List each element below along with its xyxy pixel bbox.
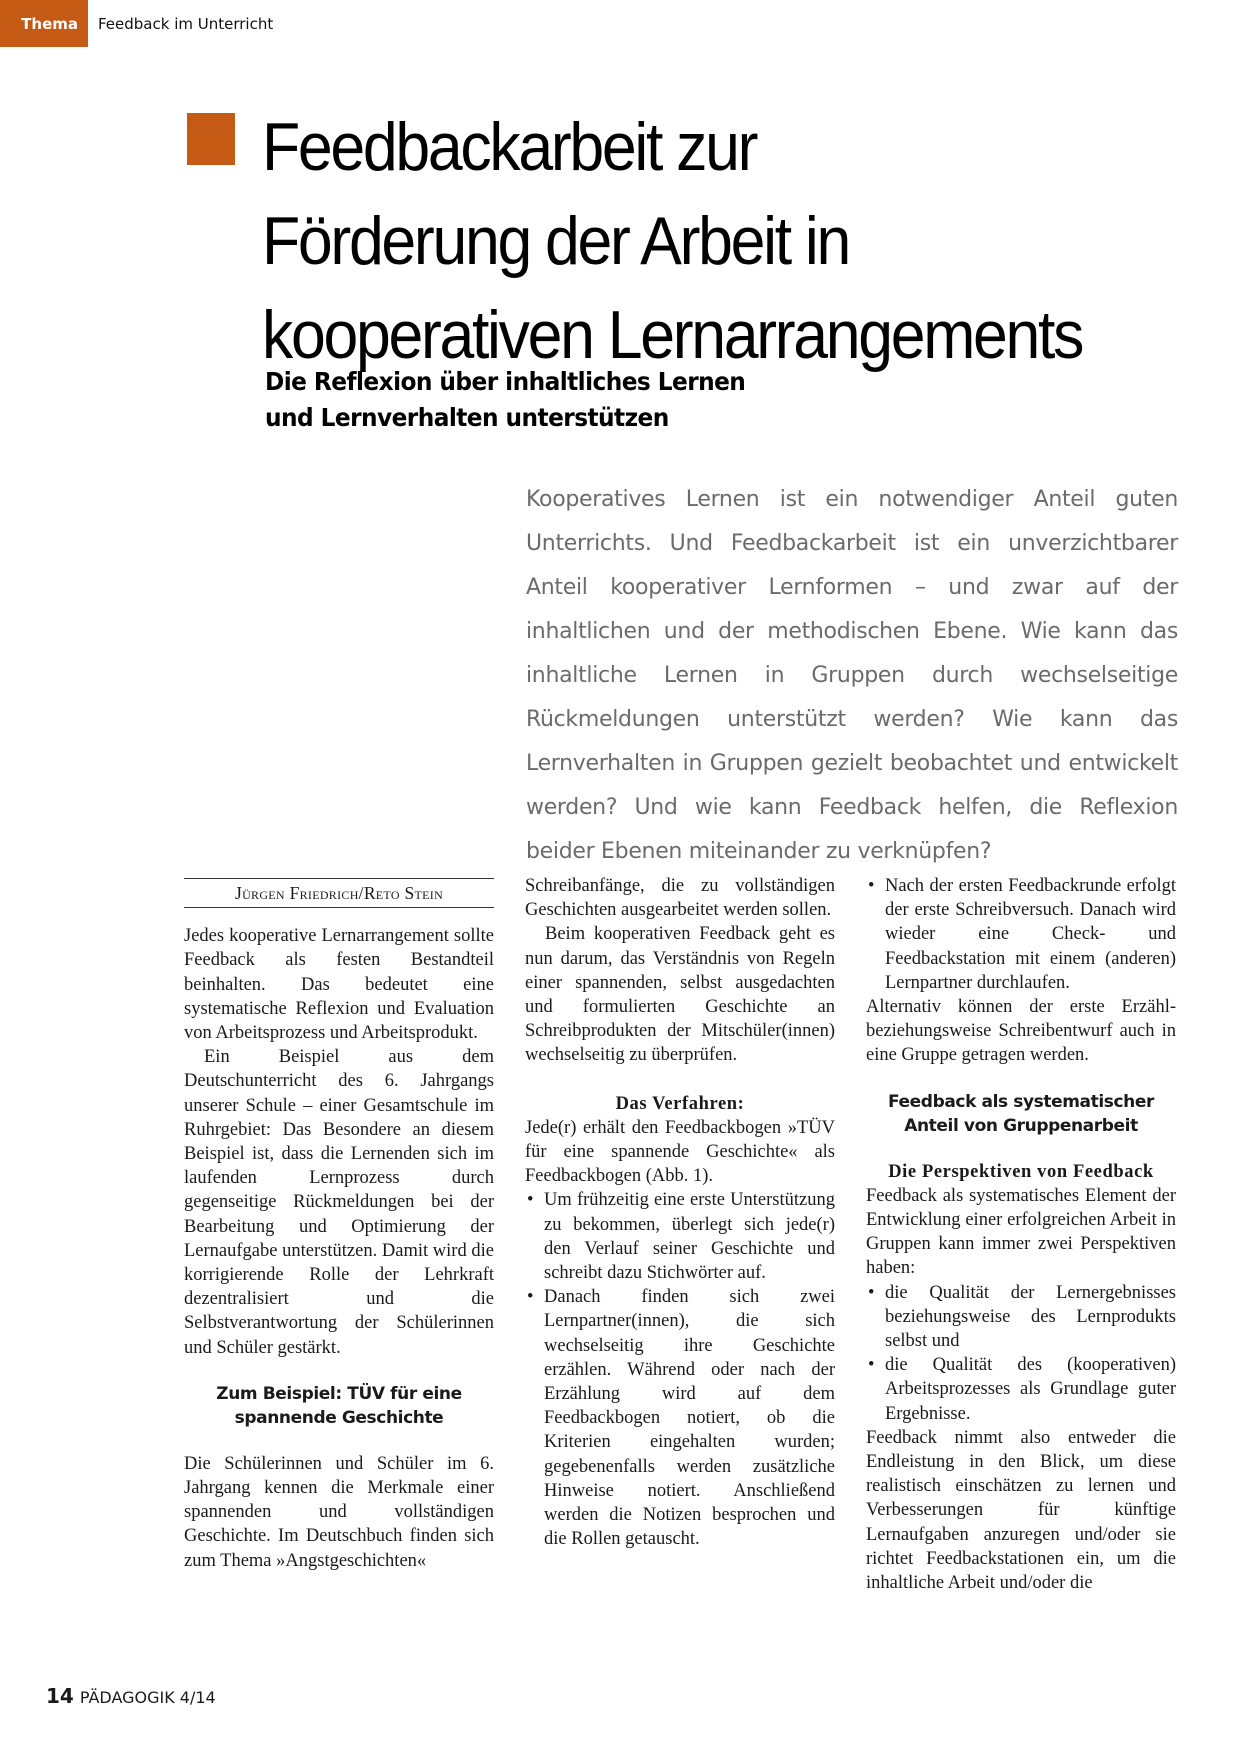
bullet-list — [866, 1281, 1176, 1426]
subsection-heading: Die Perspektiven von Feedback — [888, 1161, 1154, 1182]
paragraph: Schreibanfänge, die zu vollständigen Geschichten ausgearbeitet werden sollen. — [525, 876, 835, 921]
list-item: • die Qualität der Lernergebnisses beziehungsweise des Lernprodukts selbst und — [866, 1281, 1176, 1354]
section-heading: Zum Beispiel: TÜV für eine spannende Geschichte — [216, 1383, 462, 1428]
bullet-list — [866, 874, 1176, 995]
title-line: Förderung der Arbeit in — [262, 203, 849, 279]
paragraph: Ein Beispiel aus dem Deutschunterricht des 6. Jahrgangs unserer Schule – einer Gesamtschule im Ruhrgebiet: Das Besondere an diesem Beispiel ist, dass die Lernenden sich im laufenden Lernprozess durch gegenseitige Rückmeldungen bei der Bearbeitung und Optimierung der Lernaufgabe unterstützen. Damit wird die korrigierende Rolle der Lehrkraft dezentralisiert und die Selbstverantwortung der Schülerinnen und Schüler gestärkt. — [184, 1047, 494, 1358]
section-heading: Das Verfahren: — [615, 1093, 745, 1114]
paragraph: Beim kooperativen Feedback geht es nun darum, das Verständnis von Regeln einer spannenden, selbst ausgedachten und formulierten Geschichte an Schreibprodukten der Mitschüler(innen) wechselseitig zu überprüfen. — [525, 924, 835, 1066]
article-title — [262, 100, 1082, 382]
paragraph: Jedes kooperative Lernarrangement sollte Feedback als festen Bestandteil beinhalten. Das bedeutet eine systematische Reflexion und Evaluation von Arbeitsprozess und Arbeitsprodukt. — [184, 926, 494, 1044]
body-column-2 — [525, 874, 835, 1551]
title-line: Feedbackarbeit zur — [262, 109, 757, 185]
section-label: Feedback im Unterricht — [98, 14, 274, 33]
bullet-list — [525, 1188, 835, 1551]
page-footer — [46, 1684, 216, 1708]
list-item: • Danach finden sich zwei Lernpartner(innen), die sich wechselseitig ihre Geschichte erzählen. Während oder nach der Erzählung wird auf dem Feedbackbogen notiert, ob die Kriterien eingehalten wurden; gegebenenfalls werden zusätzliche Hinweise notiert. Anschließend werden die Notizen besprochen und die Rollen getauscht. — [525, 1285, 835, 1551]
article-lede: Kooperatives Lernen ist ein notwendiger Anteil guten Unterrichts. Und Feedbackarbeit ist ein unverzichtbarer Anteil kooperativer Lernformen – und zwar auf der inhaltlichen und der methodischen Ebene. Wie kann das inhaltliche Lernen in Gruppen durch wechselseitige Rückmeldungen unterstützt werden? Wie kann das Lernverhalten in Gruppen gezielt beobachtet und entwickelt werden? Und wie kann Feedback helfen, die Reflexion beider Ebenen miteinander zu verknüpfen? — [526, 487, 1178, 864]
running-header — [0, 0, 273, 47]
body-column-1 — [184, 874, 494, 1573]
subtitle-line: Die Reflexion über inhaltliches Lernen — [265, 367, 746, 396]
list-item: • Nach der ersten Feedbackrunde erfolgt der erste Schreibversuch. Danach wird wieder eine Check- und Feedbackstation mit einem (anderen) Lernpartner durchlaufen. — [866, 874, 1176, 995]
list-item: • Um frühzeitig eine erste Unterstützung zu bekommen, überlegt sich jede(r) den Verlauf seiner Geschichte und schreibt dazu Stichwörter auf. — [525, 1188, 835, 1285]
byline: Jürgen Friedrich/Reto Stein — [184, 878, 494, 908]
article-subtitle — [265, 364, 745, 436]
title-line: kooperativen Lernarrangements — [262, 297, 1083, 373]
paragraph: Feedback nimmt also entweder die Endleistung in den Blick, um diese realistisch einschätzen zu lernen und Verbesserungen für künftige Lernaufgaben anzuregen und/oder sie richtet Feedbackstationen ein, um die inhaltliche Arbeit und/oder die — [866, 1427, 1176, 1594]
paragraph: Jede(r) erhält den Feedbackbogen »TÜV für eine spannende Geschichte« als Feedbackbogen (Abb. 1). — [525, 1117, 835, 1187]
page-number: 14 — [46, 1684, 74, 1708]
section-tab — [0, 0, 88, 47]
title-square-icon — [187, 113, 235, 165]
section-heading: Feedback als systematischer Anteil von Gruppenarbeit — [888, 1091, 1154, 1136]
paragraph: Die Schülerinnen und Schüler im 6. Jahrgang kennen die Merkmale einer spannenden und vollständigen Geschichte. Im Deutschbuch finden sich zum Thema »Angstgeschichten« — [184, 1453, 494, 1571]
list-item: • die Qualität des (kooperativen) Arbeitsprozesses als Grundlage guter Ergebnisse. — [866, 1353, 1176, 1426]
paragraph: Alternativ können der erste Erzähl- beziehungsweise Schreibentwurf auch in eine Gruppe getragen werden. — [866, 997, 1176, 1066]
section-tab-label: Thema — [21, 14, 78, 33]
paragraph: Feedback als systematisches Element der Entwicklung einer erfolgreichen Arbeit in Gruppen kann immer zwei Perspektiven haben: — [866, 1185, 1176, 1279]
magazine-issue: PÄDAGOGIK 4/14 — [79, 1688, 216, 1707]
subtitle-line: und Lernverhalten unterstützen — [265, 403, 669, 432]
body-column-3 — [866, 874, 1176, 1595]
